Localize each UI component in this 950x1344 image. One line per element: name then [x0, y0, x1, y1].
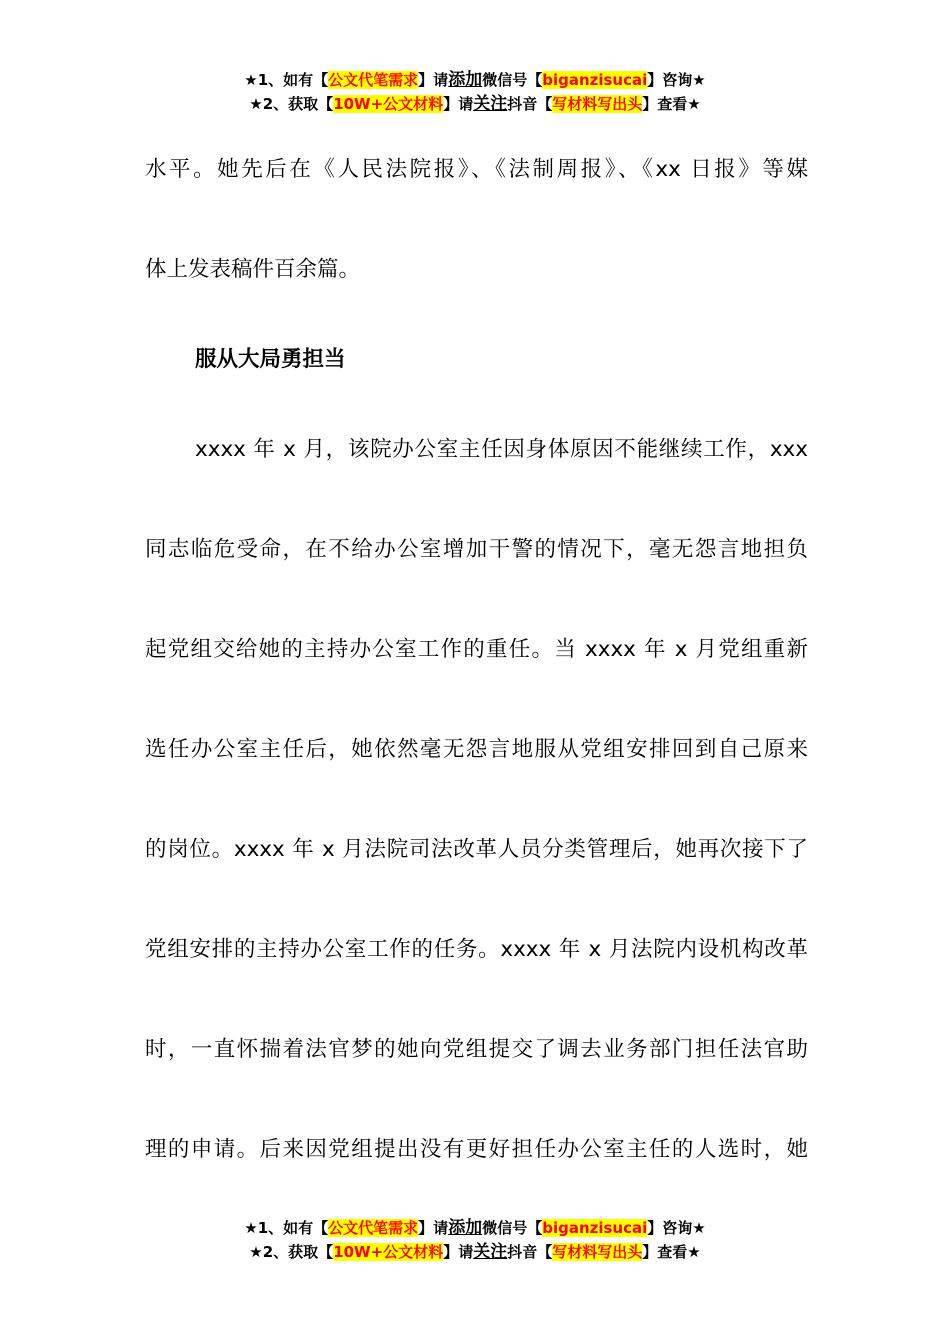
banner-text: ★1、如有【 [244, 71, 329, 89]
banner-text: 微信号【 [482, 71, 543, 89]
footer-banner [0, 1216, 950, 1264]
body-line: 水平。她先后在《人民法院报》、《法制周报》、《xx 日报》等媒 [145, 157, 808, 182]
document-body [145, 120, 808, 1200]
highlight-materials: 10W+公文材料 [333, 1243, 444, 1261]
body-line: 理的申请。后来因党组提出没有更好担任办公室主任的人选时，她 [145, 1137, 808, 1162]
underlined-word: 添加 [448, 1218, 483, 1238]
body-line: 体上发表稿件百余篇。 [145, 257, 361, 282]
underlined-word: 关注 [473, 1242, 508, 1262]
banner-text: 】请 [418, 71, 449, 89]
body-line: 起党组交给她的主持办公室工作的重任。当 xxxx 年 x 月党组重新 [145, 637, 808, 662]
header-banner [0, 68, 950, 116]
banner-text: 】查看★ [642, 1243, 701, 1261]
banner-text: 】请 [443, 1243, 474, 1261]
banner-text: 】请 [418, 1219, 449, 1237]
banner-text: ★2、获取【 [249, 95, 334, 113]
banner-text: 】请 [443, 95, 474, 113]
highlight-service: 公文代笔需求 [328, 1219, 419, 1237]
body-line: 同志临危受命，在不给办公室增加干警的情况下，毫无怨言地担负 [145, 537, 808, 562]
highlight-materials: 10W+公文材料 [333, 95, 444, 113]
body-line: xxxx 年 x 月，该院办公室主任因身体原因不能继续工作，xxx [195, 437, 808, 462]
section-heading: 服从大局勇担当 [195, 347, 346, 372]
body-line: 的岗位。xxxx 年 x 月法院司法改革人员分类管理后，她再次接下了 [145, 837, 808, 862]
highlight-wechat-id: biganzisucai [542, 1219, 648, 1237]
banner-line-1 [0, 1216, 950, 1240]
highlight-douyin-account: 写材料写出头 [552, 95, 643, 113]
banner-line-2 [0, 92, 950, 116]
highlight-service: 公文代笔需求 [328, 71, 419, 89]
highlight-douyin-account: 写材料写出头 [552, 1243, 643, 1261]
body-line: 选任办公室主任后，她依然毫无怨言地服从党组安排回到自己原来 [145, 737, 808, 762]
banner-text: ★2、获取【 [249, 1243, 334, 1261]
body-line: 党组安排的主持办公室工作的任务。xxxx 年 x 月法院内设机构改革 [145, 937, 808, 962]
banner-line-2 [0, 1240, 950, 1264]
banner-text: 抖音【 [507, 1243, 553, 1261]
underlined-word: 关注 [473, 94, 508, 114]
banner-line-1 [0, 68, 950, 92]
banner-text: 抖音【 [507, 95, 553, 113]
body-line: 时，一直怀揣着法官梦的她向党组提交了调去业务部门担任法官助 [145, 1037, 808, 1062]
banner-text: 】咨询★ [647, 1219, 706, 1237]
banner-text: 】查看★ [642, 95, 701, 113]
underlined-word: 添加 [448, 70, 483, 90]
banner-text: ★1、如有【 [244, 1219, 329, 1237]
highlight-wechat-id: biganzisucai [542, 71, 648, 89]
banner-text: 微信号【 [482, 1219, 543, 1237]
banner-text: 】咨询★ [647, 71, 706, 89]
